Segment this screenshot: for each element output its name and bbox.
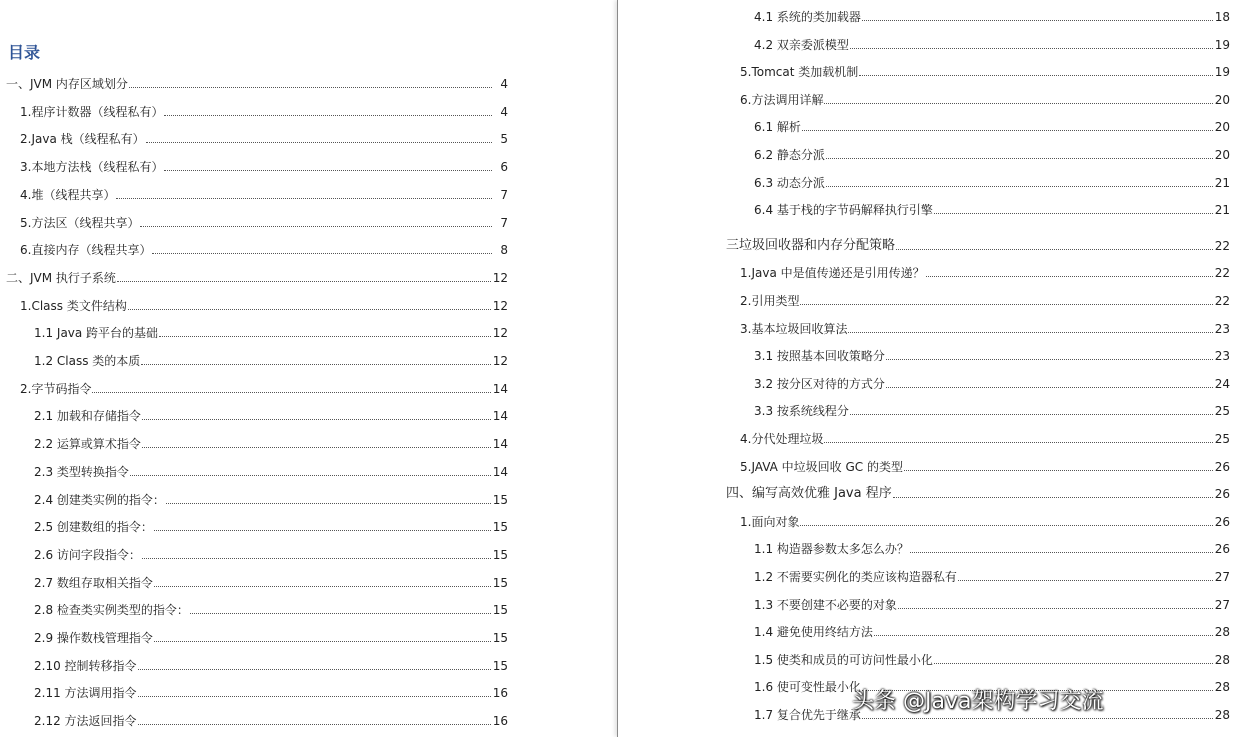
toc-entry-label: 5.Tomcat 类加载机制: [740, 65, 859, 80]
toc-entry-page-number: 26: [1214, 514, 1230, 529]
toc-leader-dots: [886, 359, 1213, 360]
toc-entry-label: 2.6 访问字段指令：: [34, 547, 141, 562]
toc-entry[interactable]: [754, 596, 1230, 612]
toc-entry[interactable]: [20, 186, 508, 202]
toc-entry[interactable]: [20, 214, 508, 230]
toc-entry-page-number: 21: [1214, 175, 1230, 190]
toc-entry-page-number: 16: [492, 686, 508, 701]
toc-leader-dots: [850, 414, 1213, 415]
toc-entry-page-number: 26: [1214, 487, 1230, 502]
toc-entry-page-number: 28: [1214, 652, 1230, 667]
toc-entry[interactable]: [740, 458, 1230, 474]
toc-entry-page-number: 6: [500, 160, 508, 175]
toc-entry[interactable]: [34, 407, 508, 423]
toc-entry-label: 2.引用类型: [740, 294, 800, 308]
toc-entry[interactable]: [20, 297, 508, 313]
toc-entry[interactable]: [740, 320, 1230, 336]
toc-entry-page-number: 23: [1214, 321, 1230, 336]
toc-leader-dots: [958, 580, 1213, 581]
toc-entry-page-number: 20: [1214, 92, 1230, 107]
toc-entry[interactable]: [754, 36, 1230, 52]
toc-entry[interactable]: [754, 201, 1230, 217]
toc-leader-dots: [142, 558, 491, 559]
toc-leader-dots: [138, 669, 491, 670]
toc-entry-page-number: 14: [492, 409, 508, 424]
toc-entry-label: 2.字节码指令: [20, 381, 92, 396]
toc-entry-label: 4.堆（线程共享）: [20, 187, 116, 202]
toc-leader-dots: [154, 586, 491, 587]
toc-entry-page-number: 22: [1214, 266, 1230, 281]
toc-entry-page-number: 26: [1214, 459, 1230, 474]
toc-entry-label: 一、JVM 内存区域划分: [6, 77, 128, 91]
toc-leader-dots: [129, 87, 492, 88]
toc-entry[interactable]: [34, 463, 508, 479]
toc-entry[interactable]: [20, 158, 508, 174]
toc-leader-dots: [896, 249, 1213, 250]
toc-leader-dots: [934, 663, 1213, 664]
toc-leader-dots: [862, 20, 1213, 21]
toc-entry[interactable]: [740, 63, 1230, 79]
toc-leader-dots: [138, 724, 491, 725]
toc-entry[interactable]: [754, 540, 1230, 556]
toc-entry-page-number: 14: [492, 381, 508, 396]
toc-entry-label: 1.Class 类文件结构: [20, 298, 127, 313]
toc-entry-label: 6.方法调用详解: [740, 92, 824, 107]
toc-entry-page-number: 23: [1214, 349, 1230, 364]
toc-entry[interactable]: [754, 651, 1230, 667]
toc-entry-label: 4.1 系统的类加载器: [754, 10, 861, 24]
toc-entries-right: [618, 0, 1240, 737]
toc-entry-label: 2.1 加载和存储指令: [34, 409, 141, 424]
toc-entry[interactable]: [20, 130, 508, 146]
toc-entry-page-number: 24: [1214, 376, 1230, 391]
toc-leader-dots: [128, 309, 491, 310]
toc-leader-dots: [802, 130, 1213, 131]
toc-leader-dots: [859, 75, 1212, 76]
toc-entry[interactable]: [740, 264, 1230, 280]
watermark-text: 头条 @Java架构学习交流: [852, 689, 1104, 714]
toc-leader-dots: [800, 525, 1212, 526]
toc-entry-page-number: 16: [492, 714, 508, 729]
toc-entry-label: 3.2 按分区对待的方式分: [754, 376, 885, 391]
toc-entry-label: 1.面向对象: [740, 514, 800, 529]
toc-leader-dots: [152, 253, 492, 254]
toc-entry[interactable]: [34, 518, 508, 534]
toc-entry-page-number: 22: [1214, 238, 1230, 253]
toc-entry[interactable]: [740, 513, 1230, 529]
toc-entry-page-number: 28: [1214, 625, 1230, 640]
toc-entry-page-number: 20: [1214, 148, 1230, 162]
toc-entry-page-number: 5: [500, 132, 508, 147]
toc-entry-page-number: 7: [500, 187, 508, 202]
toc-leader-dots: [874, 635, 1213, 636]
toc-leader-dots: [159, 336, 491, 337]
toc-entry[interactable]: [34, 491, 508, 507]
toc-entry[interactable]: [34, 324, 508, 340]
toc-entry-page-number: 22: [1214, 294, 1230, 308]
toc-entry[interactable]: [34, 601, 508, 617]
toc-leader-dots: [824, 442, 1212, 443]
toc-entry-label: 1.5 使类和成员的可访问性最小化: [754, 652, 933, 667]
toc-entry-page-number: 12: [492, 326, 508, 341]
toc-leader-dots: [92, 392, 490, 393]
toc-leader-dots: [848, 332, 1212, 333]
toc-entry-label: 6.1 解析: [754, 120, 801, 135]
toc-entry-label: 2.2 运算或算术指令: [34, 437, 141, 452]
toc-entry[interactable]: [740, 292, 1230, 308]
toc-entry-label: 4.2 双亲委派模型: [754, 37, 849, 52]
toc-entry[interactable]: [34, 546, 508, 562]
toc-entry[interactable]: [34, 712, 508, 728]
toc-leader-dots: [142, 419, 491, 420]
toc-entry[interactable]: [754, 146, 1230, 162]
toc-entry-label: 3.3 按系统线程分: [754, 404, 849, 419]
toc-entry-label: 4.分代处理垃圾: [740, 432, 824, 446]
toc-entry-page-number: 14: [492, 437, 508, 452]
toc-leader-dots: [904, 470, 1213, 471]
toc-entry[interactable]: [754, 347, 1230, 363]
toc-entry-label: 5.方法区（线程共享）: [20, 215, 140, 230]
toc-entry-page-number: 27: [1214, 597, 1230, 612]
toc-leader-dots: [130, 475, 491, 476]
toc-entry-label: 1.7 复合优先于继承: [754, 708, 861, 722]
toc-entry-label: 2.5 创建数组的指令：: [34, 520, 153, 535]
toc-entry-label: 3.基本垃圾回收算法: [740, 321, 848, 336]
toc-entries-left: [0, 0, 612, 737]
toc-leader-dots: [154, 641, 491, 642]
toc-page-left: [0, 0, 612, 737]
toc-entry-page-number: 12: [492, 298, 508, 313]
toc-leader-dots: [926, 276, 1213, 277]
toc-entry-label: 二、JVM 执行子系统: [6, 270, 116, 285]
toc-entry-label: 2.3 类型转换指令: [34, 464, 129, 479]
toc-leader-dots: [898, 608, 1213, 609]
toc-entry-page-number: 8: [500, 243, 508, 258]
toc-entry-label: 2.4 创建类实例的指令：: [34, 492, 165, 507]
toc-leader-dots: [850, 48, 1213, 49]
toc-entry[interactable]: [726, 485, 1230, 501]
toc-entry-page-number: 15: [492, 492, 508, 507]
toc-leader-dots: [800, 304, 1212, 305]
toc-entry-page-number: 4: [500, 104, 508, 119]
toc-entry[interactable]: [754, 375, 1230, 391]
toc-entry-label: 2.8 检查类实例类型的指令：: [34, 603, 189, 618]
toc-entry-label: 1.4 避免使用终结方法: [754, 625, 873, 640]
toc-leader-dots: [824, 103, 1212, 104]
toc-entry-page-number: 15: [492, 658, 508, 673]
toc-entry-label: 1.1 Java 跨平台的基础: [34, 326, 159, 341]
toc-entry-page-number: 15: [492, 547, 508, 562]
toc-entry-page-number: 7: [500, 215, 508, 230]
toc-entry-page-number: 28: [1214, 680, 1230, 695]
toc-leader-dots: [826, 186, 1213, 187]
toc-title: 目录: [8, 43, 41, 62]
toc-leader-dots: [140, 226, 492, 227]
toc-entry[interactable]: [754, 402, 1230, 418]
toc-entry-label: 2.7 数组存取相关指令: [34, 575, 153, 590]
toc-entry-label: 6.3 动态分派: [754, 175, 825, 190]
toc-entry-label: 2.12 方法返回指令: [34, 714, 137, 729]
toc-entry-label: 1.6 使可变性最小化: [754, 680, 861, 695]
toc-entry-page-number: 20: [1214, 120, 1230, 135]
toc-leader-dots: [166, 503, 491, 504]
toc-entry-page-number: 25: [1214, 404, 1230, 419]
toc-entry[interactable]: [34, 574, 508, 590]
toc-entry-label: 三垃圾回收器和内存分配策略: [726, 237, 896, 253]
toc-entry-page-number: 4: [500, 77, 508, 91]
toc-entry[interactable]: [754, 568, 1230, 584]
toc-entry-label: 1.2 Class 类的本质: [34, 354, 141, 368]
toc-entry[interactable]: [6, 75, 508, 91]
toc-leader-dots: [116, 198, 492, 199]
toc-entry-label: 6.2 静态分派: [754, 148, 825, 162]
toc-leader-dots: [893, 497, 1213, 498]
toc-leader-dots: [934, 213, 1213, 214]
toc-entry[interactable]: [34, 684, 508, 700]
toc-entry-label: 3.1 按照基本回收策略分: [754, 349, 885, 364]
toc-leader-dots: [164, 115, 492, 116]
toc-leader-dots: [164, 170, 492, 171]
toc-leader-dots: [826, 158, 1213, 159]
toc-entry-label: 1.2 不需要实例化的类应该构造器私有: [754, 570, 957, 584]
toc-entry-page-number: 15: [492, 631, 508, 645]
toc-leader-dots: [154, 530, 491, 531]
toc-entry[interactable]: [34, 629, 508, 645]
toc-leader-dots: [190, 613, 491, 614]
toc-entry-page-number: 19: [1214, 65, 1230, 80]
toc-entry-page-number: 26: [1214, 542, 1230, 557]
toc-entry-label: 5.JAVA 中垃圾回收 GC 的类型: [740, 459, 903, 474]
toc-leader-dots: [886, 387, 1213, 388]
toc-entry-page-number: 12: [492, 354, 508, 368]
toc-entry[interactable]: [20, 103, 508, 119]
toc-entry-label: 6.4 基于栈的字节码解释执行引擎: [754, 203, 933, 218]
toc-page-right: [617, 0, 1240, 737]
toc-entry[interactable]: [726, 237, 1230, 253]
toc-entry[interactable]: [34, 352, 508, 368]
toc-entry[interactable]: [20, 241, 508, 257]
toc-leader-dots: [117, 281, 491, 282]
toc-entry-page-number: 25: [1214, 432, 1230, 446]
toc-entry-label: 3.本地方法栈（线程私有）: [20, 160, 164, 175]
toc-entry-label: 四、编写高效优雅 Java 程序: [726, 486, 892, 502]
toc-entry[interactable]: [740, 91, 1230, 107]
toc-leader-dots: [142, 447, 491, 448]
toc-entry[interactable]: [754, 174, 1230, 190]
toc-entry-label: 2.9 操作数栈管理指令: [34, 631, 153, 645]
toc-entry-label: 1.3 不要创建不必要的对象: [754, 597, 897, 612]
toc-entry-page-number: 15: [492, 520, 508, 535]
toc-leader-dots: [910, 552, 1213, 553]
toc-leader-dots: [141, 364, 490, 365]
toc-entry-label: 6.直接内存（线程共享）: [20, 243, 152, 258]
toc-entry[interactable]: [20, 380, 508, 396]
toc-entry-label: 1.程序计数器（线程私有）: [20, 104, 164, 119]
toc-entry-page-number: 21: [1214, 203, 1230, 218]
toc-entry[interactable]: [754, 118, 1230, 134]
toc-entry-page-number: 28: [1214, 708, 1230, 722]
toc-entry[interactable]: [6, 269, 508, 285]
toc-entry-page-number: 15: [492, 575, 508, 590]
toc-entry[interactable]: [34, 657, 508, 673]
toc-entry-label: 1.Java 中是值传递还是引用传递？: [740, 266, 925, 281]
toc-entry-page-number: 19: [1214, 37, 1230, 52]
toc-entry-label: 2.11 方法调用指令: [34, 686, 137, 701]
toc-entry-page-number: 15: [492, 603, 508, 618]
toc-entry-page-number: 27: [1214, 570, 1230, 584]
toc-entry-page-number: 12: [492, 270, 508, 285]
toc-leader-dots: [138, 696, 491, 697]
toc-entry-page-number: 14: [492, 464, 508, 479]
toc-entry[interactable]: [34, 435, 508, 451]
toc-leader-dots: [146, 142, 492, 143]
toc-entry[interactable]: [754, 623, 1230, 639]
toc-entry-label: 2.10 控制转移指令: [34, 658, 137, 673]
toc-entry-label: 1.1 构造器参数太多怎么办？: [754, 542, 909, 557]
toc-entry-label: 2.Java 栈（线程私有）: [20, 132, 145, 147]
toc-entry[interactable]: [754, 8, 1230, 24]
toc-leader-dots: [862, 718, 1213, 719]
toc-entry-page-number: 18: [1214, 10, 1230, 24]
toc-entry[interactable]: [740, 430, 1230, 446]
